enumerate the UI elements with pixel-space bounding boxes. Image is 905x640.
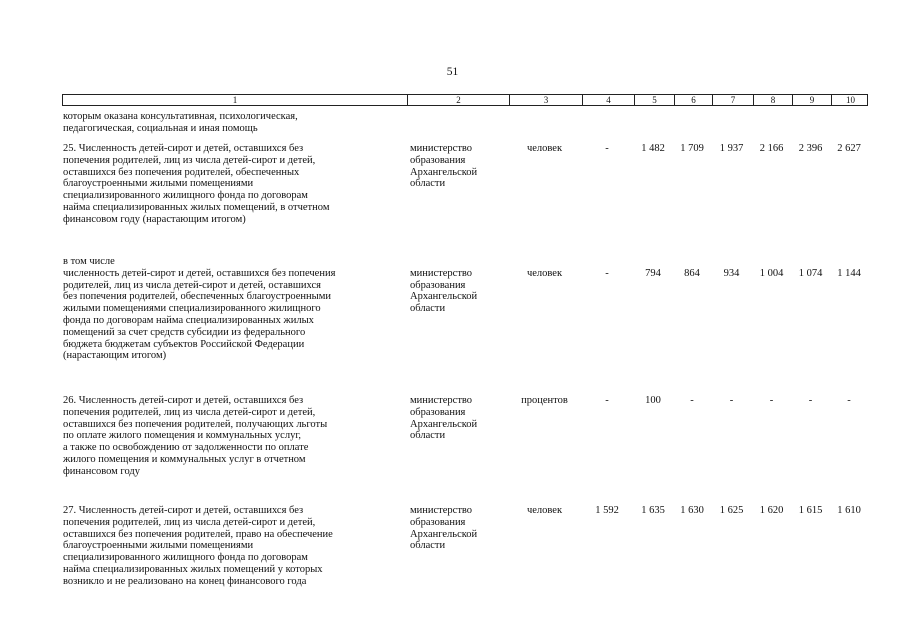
indicator-text-line: возникло и не реализовано на конец финансового года xyxy=(63,575,307,587)
responsible-org-line: министерство xyxy=(410,267,473,279)
column-header-2: 2 xyxy=(407,95,509,105)
indicator-text-line: жилыми помещениями специализированного жилищного xyxy=(63,303,321,315)
page-number: 51 xyxy=(446,66,459,78)
value-cell: 1 620 xyxy=(759,505,784,516)
indicator-text-line: специализированного жилищного фонда по договорам xyxy=(63,190,308,202)
indicator-text-line: без попечения родителей, обеспеченных благоустроенными xyxy=(63,291,331,303)
value-cell: - xyxy=(847,395,851,406)
value-cell: 1 625 xyxy=(719,505,744,516)
intro-text-line: которым оказана консультативная, психологическая, xyxy=(63,111,298,122)
indicator-text-line: в том числе xyxy=(63,256,115,267)
responsible-org-line: образования xyxy=(410,406,466,418)
indicator-text-line: попечения родителей, лиц из числа детей-сирот и детей, xyxy=(63,154,316,166)
responsible-org-line: Архангельской xyxy=(410,291,478,303)
value-cell: 1 937 xyxy=(719,143,744,154)
value-cell: 864 xyxy=(684,267,700,279)
indicator-text-line: помещений за счет средств субсидии из федерального xyxy=(63,326,306,338)
value-cell: 100 xyxy=(645,395,661,406)
unit-cell: человек xyxy=(526,143,563,154)
value-cell: 934 xyxy=(723,267,740,279)
value-cell: 1 592 xyxy=(595,505,619,516)
indicator-text-line: 25. Численность детей-сирот и детей, оставшихся без xyxy=(63,143,304,154)
responsible-org-line: министерство xyxy=(410,395,473,406)
value-cell: - xyxy=(605,267,609,279)
indicator-text-line: родителей, лиц из числа детей-сирот и детей, оставшихся xyxy=(63,279,321,291)
value-cell: 1 615 xyxy=(798,505,823,516)
responsible-org-line: образования xyxy=(410,154,466,166)
responsible-org-line: министерство xyxy=(410,143,473,154)
column-header-10: 10 xyxy=(831,95,869,105)
column-header-6: 6 xyxy=(674,95,712,105)
value-cell: 1 635 xyxy=(641,505,665,516)
responsible-org-line: образования xyxy=(410,516,466,528)
indicator-text-line: оставшихся без попечения родителей, право на обеспечение xyxy=(63,528,333,540)
responsible-org-line: Архангельской xyxy=(410,166,478,178)
value-cell: 2 166 xyxy=(759,143,784,154)
indicator-text-line: найма специализированных жилых помещений у которых xyxy=(63,564,323,575)
value-cell: - xyxy=(605,143,609,154)
indicator-text-line: а также по освобождению от задолженности по оплате xyxy=(63,442,309,454)
value-cell: 1 709 xyxy=(680,143,704,154)
indicator-text-line: жилого помещения и коммунальных услуг в отчетном xyxy=(63,454,306,465)
value-cell: - xyxy=(605,395,609,406)
value-cell: 1 482 xyxy=(641,143,665,154)
indicator-text-line: (нарастающим итогом) xyxy=(63,350,167,362)
indicator-text-line: численность детей-сирот и детей, оставшихся без попечения xyxy=(63,267,336,279)
column-header-4: 4 xyxy=(582,95,634,105)
value-cell: - xyxy=(769,395,774,406)
value-cell: - xyxy=(690,395,694,406)
column-header-8: 8 xyxy=(753,95,792,105)
column-header-7: 7 xyxy=(712,95,753,105)
responsible-org-line: министерство xyxy=(410,505,473,516)
value-cell: 1 610 xyxy=(837,505,861,516)
responsible-org-line: Архангельской xyxy=(410,418,478,430)
value-cell: 1 144 xyxy=(837,267,861,279)
indicator-text-line: финансовом году (нарастающим итогом) xyxy=(63,213,246,225)
indicator-text-line: специализированного жилищного фонда по договорам xyxy=(63,552,308,564)
indicator-text-line: попечения родителей, лиц из числа детей-сирот и детей, xyxy=(63,406,316,418)
column-header-1: 1 xyxy=(232,95,238,105)
indicator-text-line: благоустроенными жилыми помещениями xyxy=(63,540,254,552)
indicator-text-line: 26. Численность детей-сирот и детей, оставшихся без xyxy=(63,395,304,406)
responsible-org-line: области xyxy=(410,303,446,315)
indicator-text-line: оставшихся без попечения родителей, обеспеченных xyxy=(63,166,300,178)
value-cell: 2 396 xyxy=(798,143,823,154)
value-cell: 1 074 xyxy=(798,267,823,279)
value-cell: 794 xyxy=(645,267,661,279)
column-header-9: 9 xyxy=(792,95,831,105)
indicator-text-line: 27. Численность детей-сирот и детей, оставшихся без xyxy=(63,505,304,516)
value-cell: - xyxy=(808,395,813,406)
unit-cell: процентов xyxy=(521,395,568,406)
indicator-text-line: найма специализированных жилых помещений, в отчетном xyxy=(63,202,330,213)
indicator-text-line: оставшихся без попечения родителей, получающих льготы xyxy=(63,418,328,430)
responsible-org-line: области xyxy=(410,178,446,190)
responsible-org-line: области xyxy=(410,430,446,442)
column-header-5: 5 xyxy=(634,95,674,105)
responsible-org-line: образования xyxy=(410,279,466,291)
responsible-org-line: Архангельской xyxy=(410,528,478,540)
indicator-text-line: бюджета бюджетам субъектов Российской Федерации xyxy=(63,338,305,350)
indicator-text-line: по оплате жилого помещения и коммунальных услуг, xyxy=(63,430,302,442)
value-cell: 1 630 xyxy=(680,505,704,516)
value-cell: - xyxy=(729,395,734,406)
column-header-3: 3 xyxy=(509,95,582,105)
intro-text-line: педагогическая, социальная и иная помощь xyxy=(63,122,258,134)
indicator-text-line: фонда по договорам найма специализированных жилых xyxy=(63,315,314,326)
indicator-text-line: благоустроенными жилыми помещениями xyxy=(63,178,254,190)
unit-cell: человек xyxy=(526,505,563,516)
unit-cell: человек xyxy=(526,267,563,279)
responsible-org-line: области xyxy=(410,540,446,552)
indicator-text-line: попечения родителей, лиц из числа детей-сирот и детей, xyxy=(63,516,316,528)
value-cell: 2 627 xyxy=(837,143,861,154)
column-number-header-row xyxy=(62,94,868,106)
indicator-text-line: финансовом году xyxy=(63,465,141,477)
value-cell: 1 004 xyxy=(759,267,784,279)
